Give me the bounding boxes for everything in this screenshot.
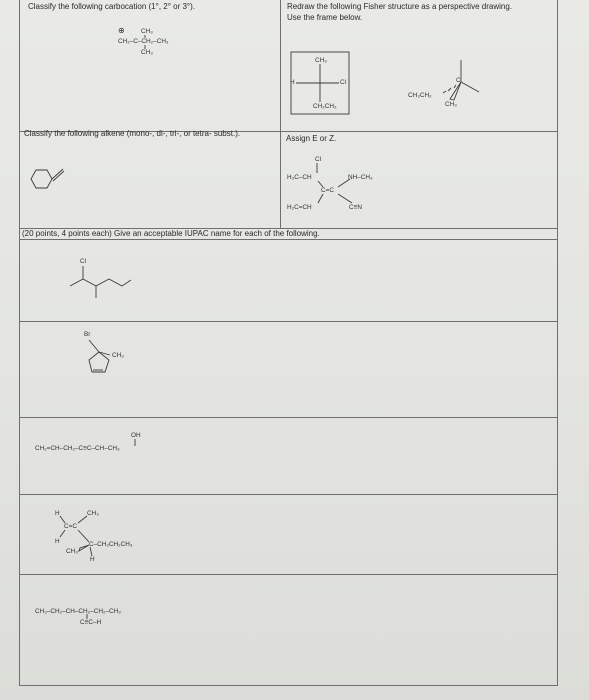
q2-instruction-line2: Use the frame below.: [287, 13, 363, 22]
q5d-wedge: [79, 545, 89, 551]
q5d-bond-hl: [60, 530, 65, 537]
q4-right-top: NH–CH₃: [348, 174, 373, 181]
q4-bond-ul: [318, 181, 323, 187]
q5c-formula: CH₂=CH–CH₂–C≡C–CH–CH₃: [35, 445, 120, 452]
perspective-wedge: [450, 82, 461, 100]
q5e-formula: CH₃–CH₂–CH–CH₂–CH₂–CH₃: [35, 608, 121, 615]
perspective-left-group: CH₃CH₂: [408, 92, 432, 99]
q5d-h-top: H: [55, 510, 60, 517]
q4-cl: Cl: [315, 156, 322, 163]
q4-bond-ll: [318, 194, 323, 203]
q5d-bond-ct: [78, 516, 87, 523]
q1-top-ch3: CH₃: [141, 28, 153, 35]
q5d-ch3-top: CH₃: [87, 510, 99, 517]
q1-bottom-ch3: CH₃: [141, 49, 153, 56]
q4-left-top: H₃C–CH: [287, 174, 312, 181]
q4-bond-ur: [338, 179, 350, 187]
perspective-center: C: [456, 77, 461, 84]
q4-left-bottom: H₂C=CH: [287, 204, 312, 211]
q5b-cyclopentene-ring: [89, 352, 109, 372]
q1-instruction: Classify the following carbocation (1°, 2° or 3°).: [28, 2, 196, 11]
q5d-h-bottom: H: [90, 556, 95, 563]
perspective-dash-2: [448, 88, 451, 91]
q4-right-bottom: C≡N: [349, 204, 362, 211]
fisher-bottom: CH₂CH₃: [313, 103, 337, 110]
q3-cyclohexane-ring: [31, 170, 52, 188]
q5d-h-left: H: [55, 538, 60, 545]
q5b-ch3: CH₃: [112, 352, 124, 359]
q5b-br: Br: [84, 331, 91, 338]
perspective-bottom-group: CH₃: [445, 101, 457, 108]
q3-instruction: Classify the following alkene (mono-, di-, tri-, or tetra- subst.).: [24, 129, 241, 138]
q5d-bond-ht: [60, 516, 65, 523]
q4-bond-lr: [338, 194, 352, 203]
q4-instruction: Assign E or Z.: [286, 134, 337, 143]
q5d-bond-cr: [78, 530, 89, 542]
q5e-branch: C≡C–H: [80, 619, 102, 626]
q5d-cc: C=C: [64, 523, 77, 530]
fisher-top: CH₃: [315, 57, 327, 64]
perspective-dash-1: [454, 85, 456, 88]
q5d-bond-h: [90, 547, 92, 556]
q5c-oh: OH: [131, 432, 141, 439]
perspective-bond-right: [461, 82, 479, 92]
q5-instruction: (20 points, 4 points each) Give an acceptable IUPAC name for each of the following.: [22, 229, 320, 238]
q5d-c-group: C–CH₂CH₂CH₃: [89, 541, 133, 548]
q5a-skeleton: [70, 279, 131, 286]
q4-cc: C=C: [321, 187, 334, 194]
q2-instruction-line1: Redraw the following Fisher structure as a perspective drawing.: [287, 2, 512, 11]
fisher-right: Cl: [340, 79, 347, 86]
perspective-dash-3: [443, 91, 446, 93]
fisher-left: H: [290, 79, 295, 86]
q1-chain: CH₂–C–CH₂–CH₃: [118, 38, 169, 45]
q5d-ch3-bottom: CH₃: [66, 548, 78, 555]
q5b-br-bond: [89, 340, 99, 352]
q5a-cl: Cl: [80, 258, 87, 265]
q1-plus-charge: ⊕: [118, 26, 125, 35]
